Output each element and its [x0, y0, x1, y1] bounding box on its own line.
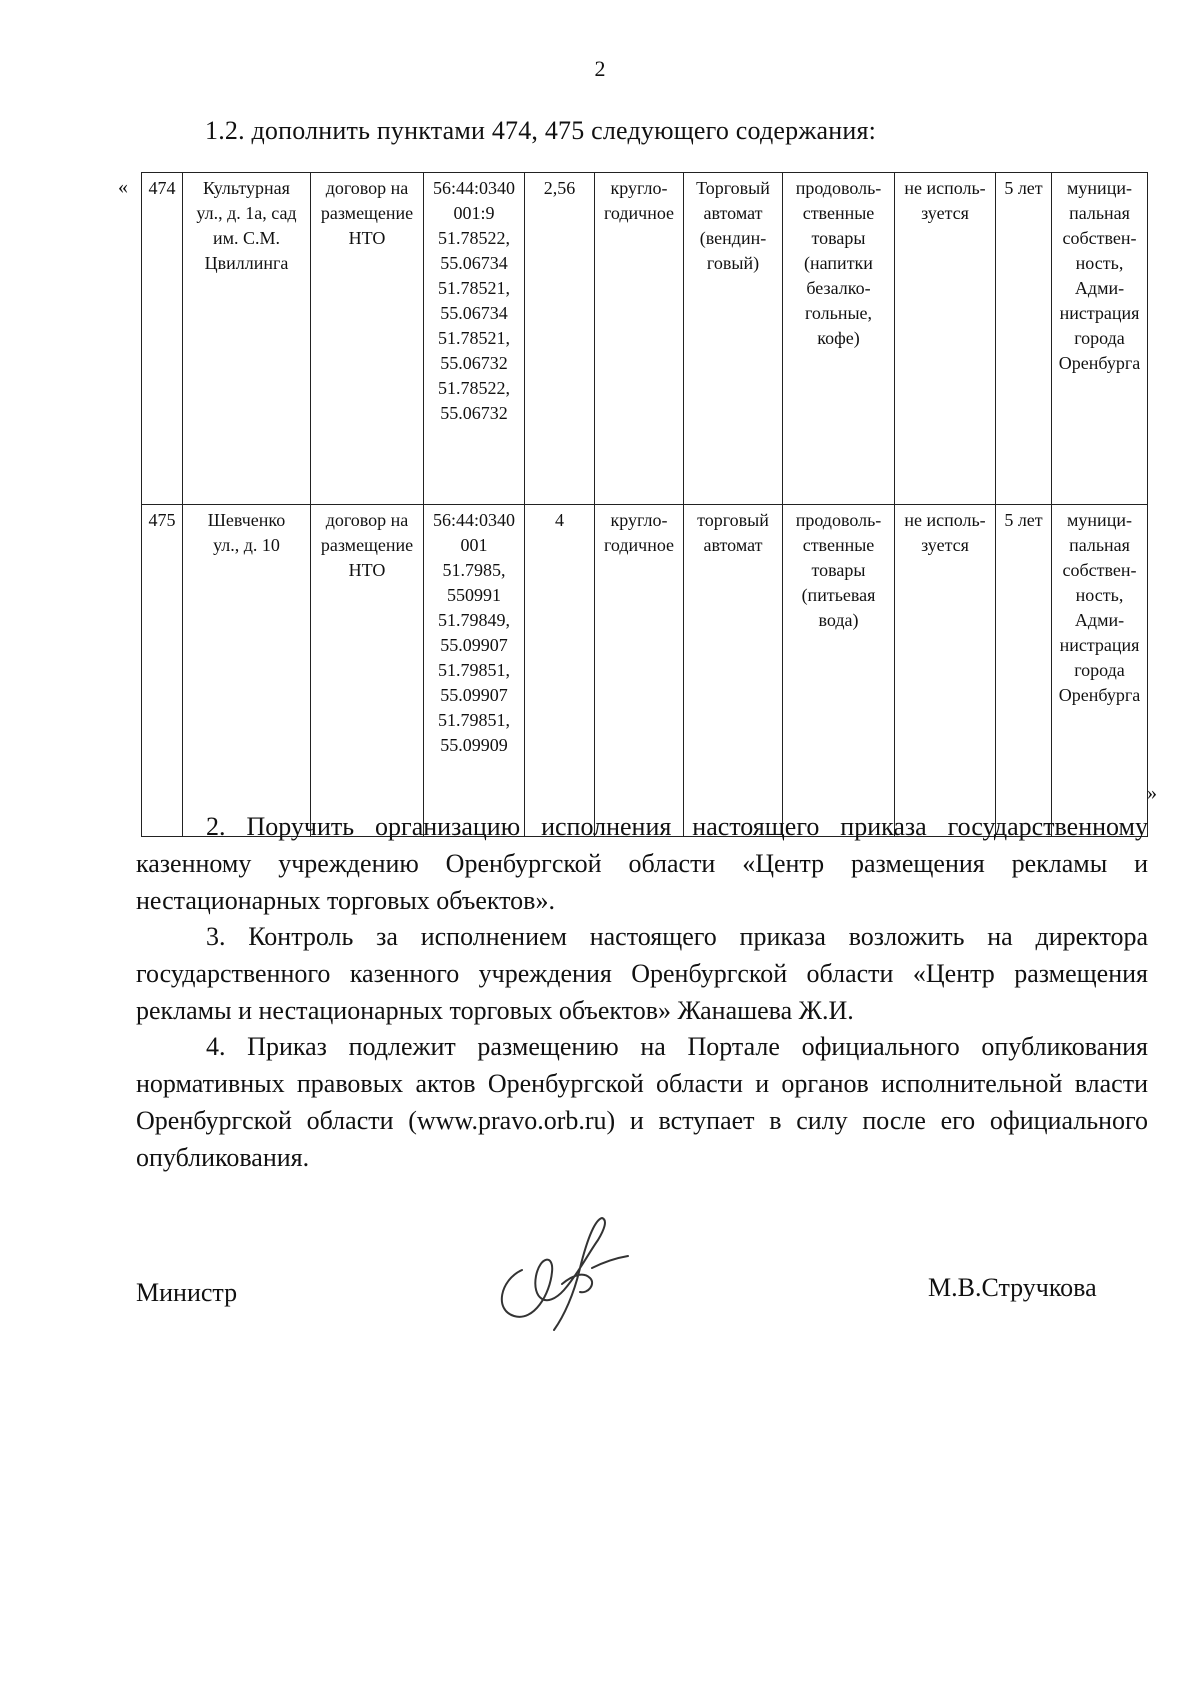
cell-owner: муници- пальная собствен- ность, Адми- нистрация города Оренбурга — [1052, 505, 1148, 837]
cell-address: Шевченко ул., д. 10 — [183, 505, 311, 837]
opening-quote: « — [118, 176, 128, 198]
cell-area: 4 — [525, 505, 595, 837]
handwritten-signature — [492, 1198, 642, 1338]
signatory-title: Министр — [136, 1278, 238, 1307]
cell-goods: продоволь- ственные товары (питьевая вода) — [783, 505, 895, 837]
cell-number: 475 — [142, 505, 183, 837]
cell-address: Культурная ул., д. 1а, сад им. С.М. Цвиллинга — [183, 173, 311, 505]
cell-basis: договор на размещение НТО — [311, 173, 424, 505]
cell-owner: муници- пальная собствен- ность, Адми- нистрация города Оренбурга — [1052, 173, 1148, 505]
cell-period: кругло- годичное — [595, 173, 684, 505]
cell-coordinates: 56:44:0340 001:9 51.78522, 55.06734 51.78521, 55.06734 51.78521, 55.06732 51.78522, 55.06732 — [424, 173, 525, 505]
cell-object-type: Торговый автомат (вендин- говый) — [684, 173, 783, 505]
intro-line: 1.2. дополнить пунктами 474, 475 следующего содержания: — [205, 116, 877, 145]
table-row — [142, 173, 1148, 505]
cell-number: 474 — [142, 173, 183, 505]
cell-term: 5 лет — [996, 505, 1052, 837]
cell-term: 5 лет — [996, 173, 1052, 505]
cell-period: кругло- годичное — [595, 505, 684, 837]
paragraph-3: 3. Контроль за исполнением настоящего приказа возложить на директора государственного казенного учреждения Оренбургской области «Центр размещения рекламы и нестационарных торговых объектов» Жанашева Ж.И. — [136, 922, 1148, 1025]
cell-object-type: торговый автомат — [684, 505, 783, 837]
paragraph-4: 4. Приказ подлежит размещению на Портале официального опубликования нормативных правовых актов Оренбургской области и органов исполнительной власти Оренбургской области (www.pravo.orb.ru) и вступает в силу после его официального опубликования. — [136, 1032, 1148, 1172]
closing-quote: » — [1147, 782, 1157, 804]
cell-usage: не исполь- зуется — [895, 505, 996, 837]
amendment-table — [141, 172, 1148, 837]
cell-usage: не исполь- зуется — [895, 173, 996, 505]
signatory-name: М.В.Стручкова — [928, 1273, 1097, 1302]
cell-goods: продоволь- ственные товары (напитки безалко- гольные, кофе) — [783, 173, 895, 505]
cell-coordinates: 56:44:0340 001 51.7985, 550991 51.79849, 55.09907 51.79851, 55.09907 51.79851, 55.09909 — [424, 505, 525, 837]
paragraph-2: 2. Поручить организацию исполнения настоящего приказа государственному казенному учреждению Оренбургской области «Центр размещения рекламы и нестационарных торговых объектов». — [136, 812, 1148, 915]
cell-area: 2,56 — [525, 173, 595, 505]
page-number: 2 — [594, 56, 606, 81]
table-row — [142, 505, 1148, 837]
cell-basis: договор на размещение НТО — [311, 505, 424, 837]
